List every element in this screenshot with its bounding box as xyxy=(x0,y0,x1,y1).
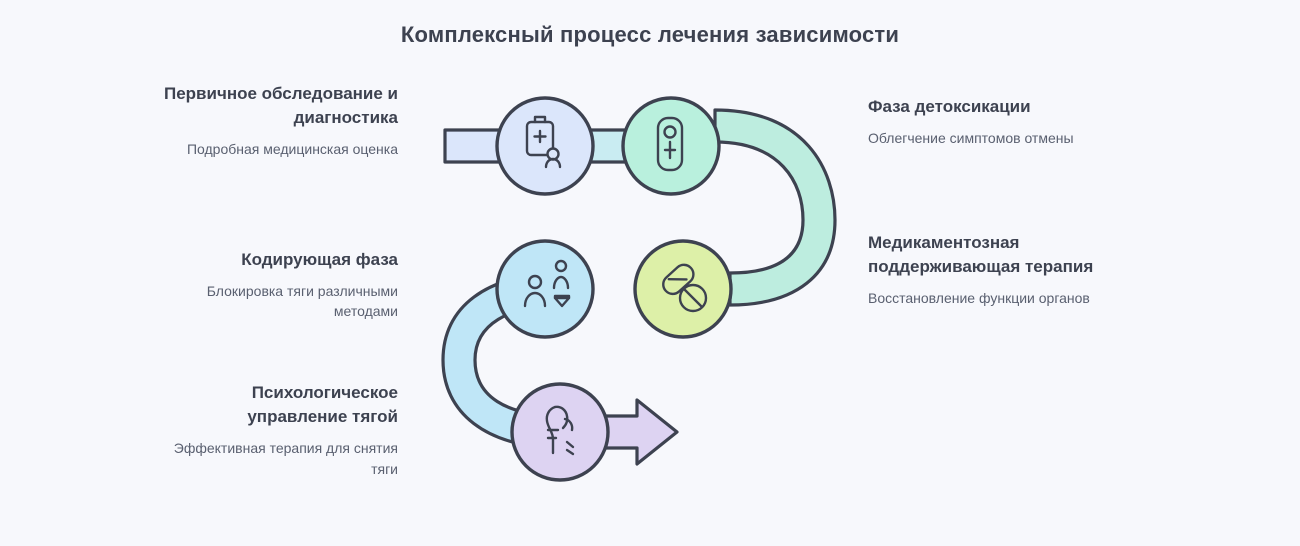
step-desc-coding: Блокировка тяги различными методами xyxy=(206,283,398,320)
step-title-coding: Кодирующая фаза xyxy=(241,250,398,269)
step-node-craving[interactable] xyxy=(512,384,608,480)
step-desc-assessment: Подробная медицинская оценка xyxy=(186,141,398,158)
step-node-detox[interactable] xyxy=(623,98,719,194)
step-node-assessment[interactable] xyxy=(497,98,593,194)
step-desc-detox: Облегчение симптомов отмены xyxy=(868,130,1074,147)
step-title-assessment: Первичное обследование и диагностика xyxy=(163,84,398,128)
step-label-detox xyxy=(868,95,1118,148)
step-label-craving xyxy=(148,381,398,479)
step-label-medication xyxy=(868,231,1118,309)
step-label-coding xyxy=(148,248,398,322)
step-title-craving: Психологическое управление тягой xyxy=(247,383,398,427)
step-node-coding[interactable] xyxy=(497,241,593,337)
step-desc-medication: Восстановление функции органов xyxy=(868,290,1090,307)
step-label-assessment xyxy=(148,82,398,160)
step-desc-craving: Эффективная терапия для снятия тяги xyxy=(173,440,398,477)
page-title: Комплексный процесс лечения зависимости xyxy=(400,22,900,47)
step-title-detox: Фаза детоксикации xyxy=(868,97,1031,116)
step-node-medication[interactable] xyxy=(635,241,731,337)
process-flow-diagram xyxy=(415,70,885,520)
step-title-medication: Медикаментозная поддерживающая терапия xyxy=(868,233,1094,277)
